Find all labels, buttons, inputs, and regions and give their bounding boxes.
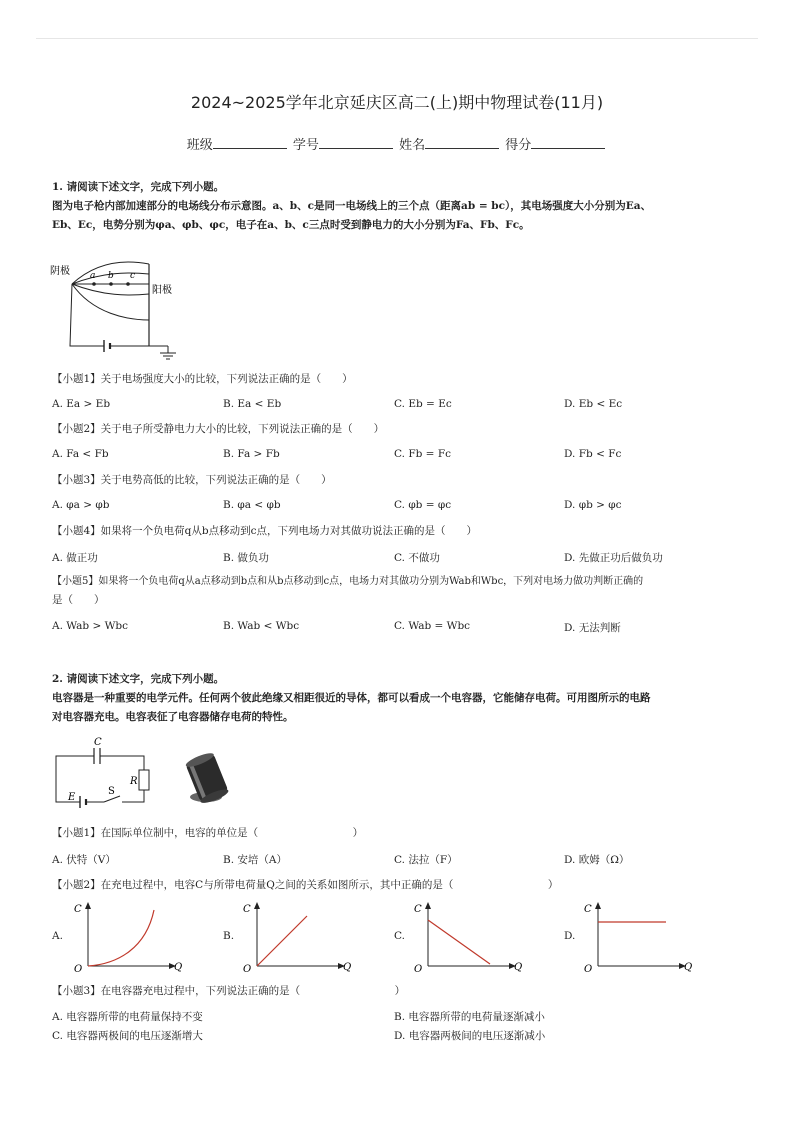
- axis-q-label: Q: [174, 962, 183, 973]
- origin-label: O: [584, 964, 593, 975]
- q1-sub1-stem: 【小题1】关于电场强度大小的比较，下列说法正确的是（ ）: [52, 373, 353, 385]
- axis-c-label: C: [74, 904, 82, 915]
- q2-sub2-stem: 【小题2】在充电过程中，电容C与所带电荷量Q之间的关系如图所示，其中正确的是（ ）: [52, 879, 559, 891]
- q2-sub1-option-a[interactable]: A. 伏特（V）: [52, 854, 116, 866]
- axis-c-label: C: [584, 904, 592, 915]
- switch-label: S: [108, 786, 115, 797]
- name-label: 姓名: [399, 138, 426, 153]
- cathode-label: 阴极: [50, 266, 70, 277]
- q2-sub2-option-a-letter[interactable]: A.: [52, 930, 63, 942]
- q1-sub2-option-d[interactable]: D. Fb < Fc: [564, 448, 622, 460]
- q2-sub2-option-d-letter[interactable]: D.: [564, 930, 576, 942]
- q2-sub2-graph-c[interactable]: [408, 898, 528, 976]
- q2-sub3-option-d[interactable]: D. 电容器两极间的电压逐渐减小: [394, 1030, 546, 1042]
- q1-header: 1. 请阅读下述文字，完成下列小题。: [52, 181, 225, 193]
- q2-sub1-option-c[interactable]: C. 法拉（F）: [394, 854, 458, 866]
- electron-gun-field-figure: [48, 250, 188, 362]
- origin-label: O: [414, 964, 423, 975]
- q1-sub5-option-c[interactable]: C. Wab = Wbc: [394, 620, 471, 632]
- point-b-label: b: [108, 271, 114, 281]
- q1-passage-line-1: 图为电子枪内部加速部分的电场线分布示意图。a、b、c是同一电场线上的三个点（距离ab = bc），其电场强度大小分别为Ea、: [52, 200, 652, 212]
- q1-passage-line-2: Eb、Ec，电势分别为φa、φb、φc，电子在a、b、c三点时受到静电力的大小分别为Fa、Fb、Fc。: [52, 219, 530, 231]
- q2-sub3-stem: 【小题3】在电容器充电过程中，下列说法正确的是（ ）: [52, 985, 406, 997]
- origin-label: O: [243, 964, 252, 975]
- q1-sub4-option-c[interactable]: C. 不做功: [394, 552, 440, 564]
- q1-sub1-option-c[interactable]: C. Eb = Ec: [394, 398, 452, 410]
- point-a-label: a: [90, 271, 96, 281]
- curve-exponential: [88, 910, 154, 966]
- page-title: 2024~2025学年北京延庆区高二(上)期中物理试卷(11月): [190, 93, 604, 112]
- curve-linear-increase: [257, 916, 307, 966]
- q1-sub2-option-a[interactable]: A. Fa < Fb: [52, 448, 109, 460]
- q2-sub2-graph-b[interactable]: [237, 898, 357, 976]
- q1-sub3-stem: 【小题3】关于电势高低的比较，下列说法正确的是（ ）: [52, 474, 332, 486]
- q1-sub2-stem: 【小题2】关于电子所受静电力大小的比较，下列说法正确的是（ ）: [52, 423, 385, 435]
- q1-sub5-stem-line-2: 是（ ）: [52, 594, 105, 606]
- name-blank[interactable]: [425, 137, 499, 149]
- q2-sub1-option-d[interactable]: D. 欧姆（Ω）: [564, 854, 630, 866]
- capacitor-label: C: [94, 737, 102, 748]
- score-blank[interactable]: [531, 137, 605, 149]
- q1-sub4-stem: 【小题4】如果将一个负电荷q从b点移动到c点，下列电场力对其做功说法正确的是（ ）: [52, 525, 478, 537]
- q2-passage-line-1: 电容器是一种重要的电学元件。任何两个彼此绝缘又相距很近的导体，都可以看成一个电容器，它能储存电荷。可用图所示的电路: [52, 692, 651, 704]
- class-label: 班级: [186, 138, 213, 153]
- q2-sub3-option-b[interactable]: B. 电容器所带的电荷量逐渐减小: [394, 1011, 545, 1023]
- id-blank[interactable]: [319, 137, 393, 149]
- q1-sub3-option-c[interactable]: C. φb = φc: [394, 499, 452, 511]
- id-label: 学号: [292, 138, 319, 153]
- q2-sub3-option-c[interactable]: C. 电容器两极间的电压逐渐增大: [52, 1030, 203, 1042]
- q2-sub1-option-b[interactable]: B. 安培（A）: [223, 854, 287, 866]
- q1-sub3-option-b[interactable]: B. φa < φb: [223, 499, 281, 511]
- q2-sub1-stem: 【小题1】在国际单位制中，电容的单位是（ ）: [52, 827, 364, 839]
- q1-sub2-option-b[interactable]: B. Fa > Fb: [223, 448, 280, 460]
- q1-sub3-option-a[interactable]: A. φa > φb: [52, 499, 110, 511]
- curve-linear-decrease: [428, 920, 490, 964]
- axis-q-label: Q: [684, 962, 693, 973]
- q2-sub2-option-c-letter[interactable]: C.: [394, 930, 405, 942]
- score-label: 得分: [505, 138, 532, 153]
- q1-sub1-option-b[interactable]: B. Ea < Eb: [223, 398, 282, 410]
- anode-label: 阳极: [152, 285, 172, 296]
- q1-sub5-option-b[interactable]: B. Wab < Wbc: [223, 620, 300, 632]
- q1-sub3-option-d[interactable]: D. φb > φc: [564, 499, 622, 511]
- class-blank[interactable]: [213, 137, 287, 149]
- axis-q-label: Q: [514, 962, 523, 973]
- axis-q-label: Q: [343, 962, 352, 973]
- q1-sub5-option-a[interactable]: A. Wab > Wbc: [52, 620, 128, 632]
- q1-sub1-option-a[interactable]: A. Ea > Eb: [52, 398, 111, 410]
- capacitor-photo: [172, 750, 242, 806]
- student-info-line: [0, 134, 794, 153]
- q1-sub4-option-a[interactable]: A. 做正功: [52, 552, 98, 564]
- q1-sub5-stem-line-1: 【小题5】如果将一个负电荷q从a点移动到b点和从b点移动到c点，电场力对其做功分别为Wab和Wbc，下列对电场力做功判断正确的: [52, 576, 644, 587]
- q1-sub2-option-c[interactable]: C. Fb = Fc: [394, 448, 451, 460]
- resistor-label: R: [130, 776, 138, 787]
- q1-sub1-option-d[interactable]: D. Eb < Ec: [564, 398, 623, 410]
- q2-sub2-graph-a[interactable]: [68, 898, 188, 976]
- axis-c-label: C: [414, 904, 422, 915]
- q2-sub2-graph-d[interactable]: [578, 898, 698, 976]
- point-c-label: c: [130, 271, 136, 281]
- q1-sub4-option-d[interactable]: D. 先做正功后做负功: [564, 552, 663, 564]
- battery-label: E: [68, 792, 76, 803]
- q1-sub5-option-d[interactable]: D. 无法判断: [564, 622, 621, 634]
- origin-label: O: [74, 964, 83, 975]
- header-divider: [36, 38, 758, 39]
- q2-sub3-option-a[interactable]: A. 电容器所带的电荷量保持不变: [52, 1011, 203, 1023]
- q1-sub4-option-b[interactable]: B. 做负功: [223, 552, 269, 564]
- charging-circuit-figure: [50, 736, 160, 808]
- q2-header: 2. 请阅读下述文字，完成下列小题。: [52, 673, 225, 685]
- q2-sub2-option-b-letter[interactable]: B.: [223, 930, 235, 942]
- q2-passage-line-2: 对电容器充电。电容表征了电容器储存电荷的特性。: [52, 711, 294, 723]
- axis-c-label: C: [243, 904, 251, 915]
